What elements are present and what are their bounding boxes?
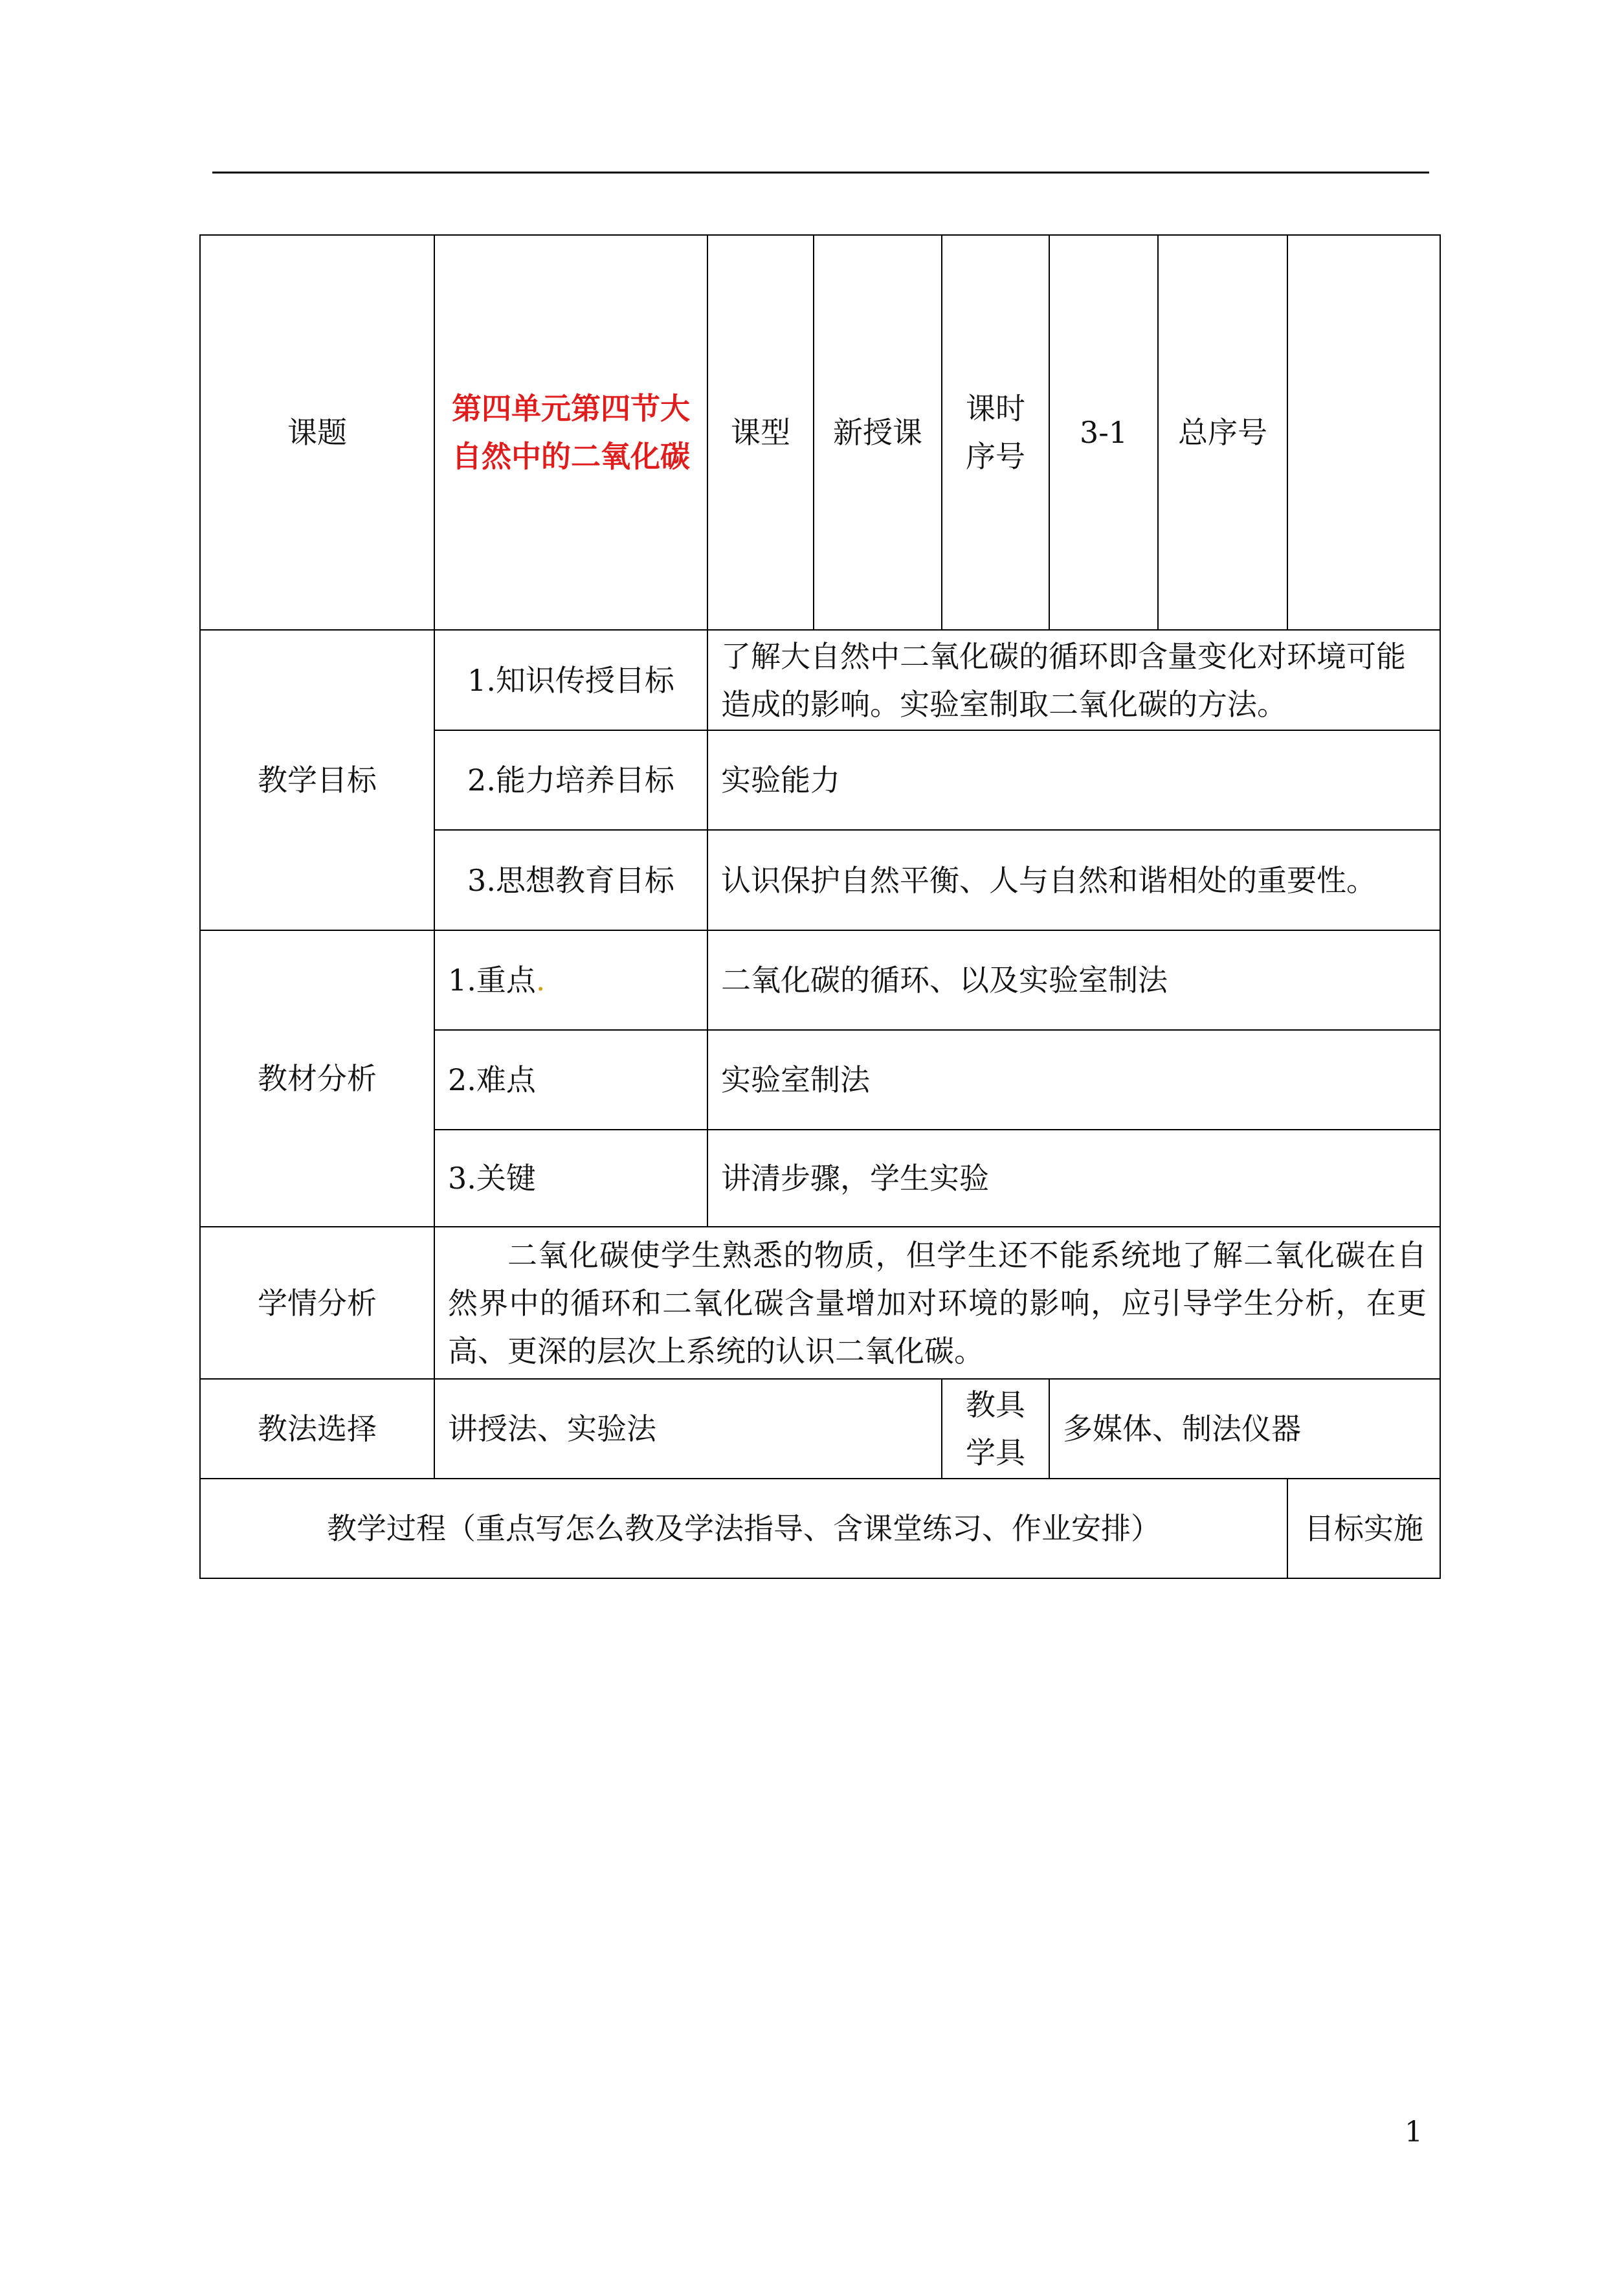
analysis-name-2: 2.难点	[434, 1030, 707, 1130]
target-label: 目标实施	[1287, 1479, 1440, 1578]
method-row	[200, 1379, 1440, 1479]
goals-label: 教学目标	[200, 630, 434, 930]
goal-row-1	[200, 630, 1440, 730]
row-topic	[200, 235, 1440, 630]
total-value	[1287, 235, 1440, 630]
student-label: 学情分析	[200, 1227, 434, 1379]
topic-title: 第四单元第四节大自然中的二氧化碳	[434, 235, 707, 630]
type-label: 课型	[707, 235, 814, 630]
analysis-row-1	[200, 930, 1440, 1030]
goal-name-1: 1.知识传授目标	[434, 630, 707, 730]
period-value: 3-1	[1049, 235, 1158, 630]
tools-value: 多媒体、制法仪器	[1049, 1379, 1440, 1479]
process-label: 教学过程（重点写怎么教及学法指导、含课堂练习、作业安排）	[200, 1479, 1287, 1578]
analysis-value-3: 讲清步骤，学生实验	[707, 1130, 1440, 1227]
method-value: 讲授法、实验法	[434, 1379, 942, 1479]
type-value: 新授课	[814, 235, 942, 630]
analysis-label: 教材分析	[200, 930, 434, 1227]
analysis-name-1: 1.重点.	[434, 930, 707, 1030]
header-rule	[212, 172, 1429, 173]
topic-label: 课题	[200, 235, 434, 630]
analysis-name-3: 3.关键	[434, 1130, 707, 1227]
goal-name-3: 3.思想教育目标	[434, 830, 707, 930]
period-label: 课时序号	[942, 235, 1049, 630]
total-label: 总序号	[1158, 235, 1287, 630]
analysis-value-1: 二氧化碳的循环、以及实验室制法	[707, 930, 1440, 1030]
tools-label: 教具学具	[942, 1379, 1049, 1479]
method-label: 教法选择	[200, 1379, 434, 1479]
goal-value-1: 了解大自然中二氧化碳的循环即含量变化对环境可能造成的影响。实验室制取二氧化碳的方法。	[707, 630, 1440, 730]
page-number: 1	[1405, 2116, 1423, 2149]
process-row	[200, 1479, 1440, 1578]
goal-value-3: 认识保护自然平衡、人与自然和谐相处的重要性。	[707, 830, 1440, 930]
goal-name-2: 2.能力培养目标	[434, 730, 707, 830]
student-row	[200, 1227, 1440, 1379]
analysis-value-2: 实验室制法	[707, 1030, 1440, 1130]
goal-value-2: 实验能力	[707, 730, 1440, 830]
lesson-plan-table	[199, 234, 1441, 1579]
student-text: 二氧化碳使学生熟悉的物质，但学生还不能系统地了解二氧化碳在自然界中的循环和二氧化碳含量增加对环境的影响，应引导学生分析，在更高、更深的层次上系统的认识二氧化碳。	[434, 1227, 1440, 1379]
